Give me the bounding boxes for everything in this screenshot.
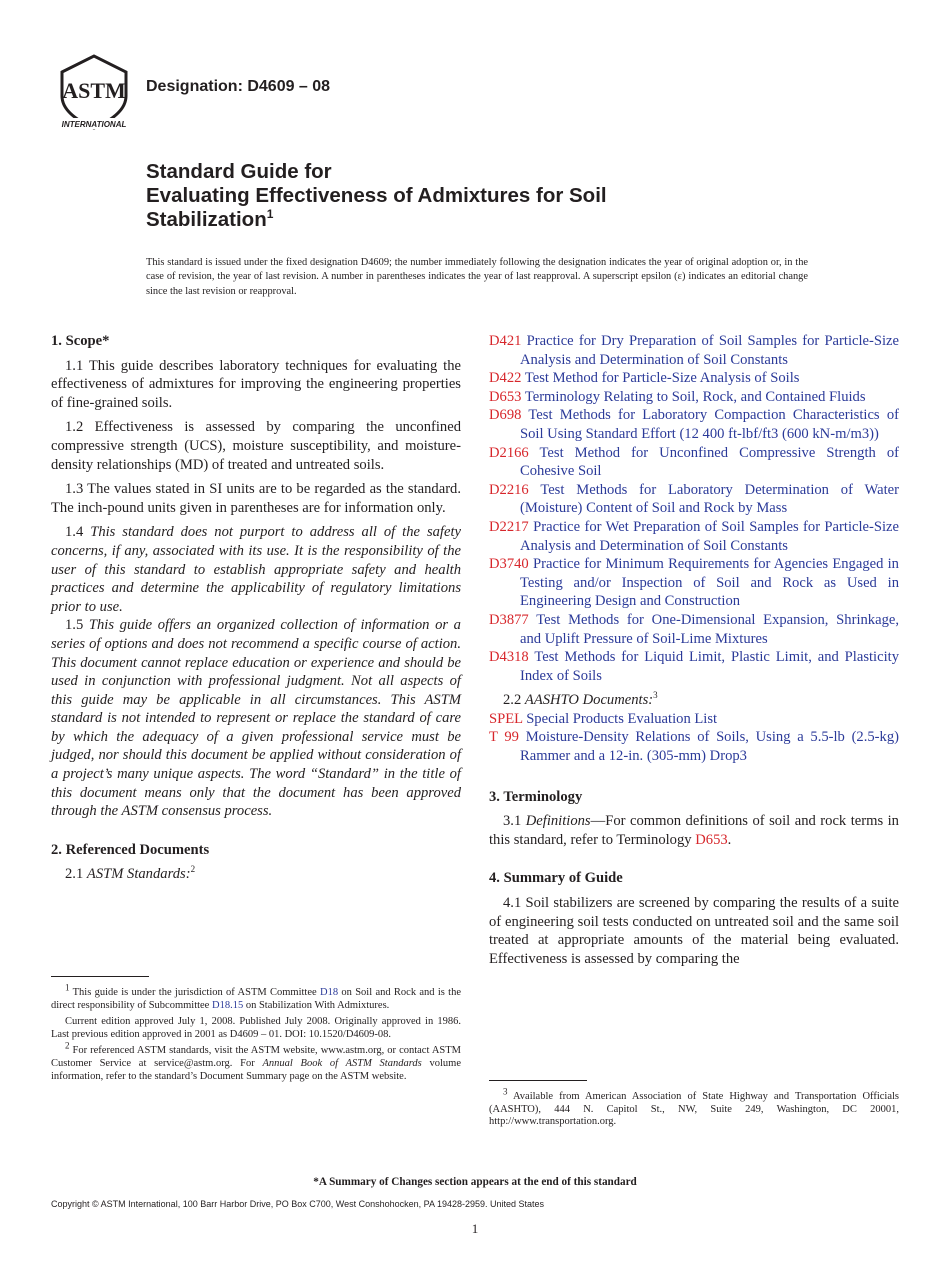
para-1-3: 1.3 The values stated in SI units are to be regarded as the standard. The inch-pound units given in parentheses are for information only. — [51, 481, 461, 516]
reference-title[interactable]: Practice for Dry Preparation of Soil Samples for Particle-Size Analysis and Determination of Soil Constants — [520, 333, 899, 368]
footnote-rule — [489, 1080, 587, 1081]
reference-title[interactable]: Special Products Evaluation List — [526, 710, 718, 727]
title-line-2: Evaluating Effectiveness of Admixtures for Soil — [146, 184, 607, 207]
reference-title[interactable]: Test Methods for Laboratory Compaction Characteristics of Soil Using Standard Effort (12 400 ft-lbf/ft3 (600 kN-m/m3)) — [520, 407, 899, 442]
footnote-1-edition: Current edition approved July 1, 2008. Published July 2008. Originally approved in 1986. Last previous edition approved in 2001 as D4609 – 01. DOI: 10.1520/D4609-08. — [51, 1016, 461, 1040]
reference-title[interactable]: Test Method for Unconfined Compressive Strength of Cohesive Soil — [520, 444, 899, 480]
page-number: 1 — [471, 1221, 479, 1236]
reference-code[interactable]: D2166 — [489, 444, 529, 461]
reference-code[interactable]: D4318 — [489, 649, 529, 666]
left-footnotes — [51, 976, 461, 1083]
reference-code[interactable]: D698 — [489, 407, 522, 424]
reference-code[interactable]: D653 — [489, 388, 522, 405]
footnote-1: $^1$ This guide is under the jurisdiction of ASTM Committee D18 on Soil and Rock and is the direct responsibility of Subcommittee D18.15 on Stabilization With Admixtures. — [51, 982, 462, 1011]
para-1-5: 1.5 This guide offers an organized collection of information or a series of options and does not recommend a specific course of action. This document cannot replace education or experience and should be used in conjunction with professional judgment. Not all aspects of this guide may be applicable in all circumstances. This ASTM standard is not intended to represent or replace the standard of care by which the adequacy of a given professional service must be judged, nor should this document be applied without consideration of a project’s many unique aspects. The word “Standard” in the title of this document means only that the document has been approved through the ASTM consensus process. — [51, 617, 461, 820]
reference-item[interactable] — [489, 710, 899, 729]
reference-title[interactable]: Test Methods for One-Dimensional Expansion, Shrinkage, and Uplift Pressure of Soil-Lime Mixtures — [520, 611, 899, 647]
reference-code[interactable]: D422 — [489, 370, 522, 387]
designation: Designation: D4609 – 08 — [146, 78, 331, 95]
reference-item[interactable] — [489, 518, 899, 555]
footnote-2: $^2$ For referenced ASTM standards, visit the ASTM website, www.astm.org, or contact ASTM Customer Service at service@astm.org. For Annual Book of ASTM Standards volume information, refer to the standard’s Document Summary page on the ASTM website. — [51, 1040, 462, 1082]
right-column — [489, 332, 899, 968]
copyright: Copyright © ASTM International, 100 Barr Harbor Drive, PO Box C700, West Conshohocken, PA 19428-2959. United States — [51, 1199, 545, 1209]
para-3-1: 3.1 Definitions—For common definitions of soil and rock terms in this standard, refer to Terminology D653. — [489, 813, 899, 848]
terminology-heading: 3. Terminology — [489, 788, 583, 805]
reference-title[interactable]: Terminology Relating to Soil, Rock, and Contained Fluids — [524, 388, 866, 405]
reference-title[interactable]: Moisture-Density Relations of Soils, Using a 5.5-lb (2.5-kg) Rammer and a 12-in. (305-mm) Drop3 — [520, 729, 899, 765]
reference-code[interactable]: SPEL — [489, 710, 523, 727]
link-d18[interactable]: D18 — [320, 987, 339, 998]
reference-title[interactable]: Test Methods for Liquid Limit, Plastic Limit, and Plasticity Index of Soils — [520, 649, 899, 684]
reference-title[interactable]: Practice for Wet Preparation of Soil Samples for Particle-Size Analysis and Determination of Soil Constants — [520, 518, 899, 554]
para-4-1: 4.1 Soil stabilizers are screened by comparing the results of a suite of engineering soil tests conducted on untreated soil and the same soil treated at appropriate amounts of the material being evaluated. Effectiveness is assessed by comparing the — [489, 895, 899, 967]
logo-subtext: INTERNATIONAL — [61, 120, 127, 129]
para-1-1: 1.1 This guide describes laboratory techniques for evaluating the effectiveness of admixtures for improving the engineering properties of fine-grained soils. — [51, 357, 461, 411]
title-line-1: Standard Guide for — [146, 160, 332, 183]
reference-code[interactable]: D2216 — [489, 481, 529, 498]
aashto-reference-list — [489, 710, 899, 766]
link-d653[interactable]: D653 — [695, 831, 728, 848]
footnote-rule — [51, 976, 149, 977]
footnote-3: $^3$ Available from American Association of State Highway and Transportation Officials (AASHTO), 444 N. Capitol St., NW, Suite 249, Washington, DC 20001, http://www.transportation.org. — [489, 1086, 899, 1128]
para-1-2: 1.2 Effectiveness is assessed by comparing the unconfined compressive strength (UCS), moisture susceptibility, and moisture-density relationships (MD) of treated and untreated soils. — [51, 419, 461, 473]
summary-heading: 4. Summary of Guide — [489, 870, 623, 887]
reference-title[interactable]: Practice for Minimum Requirements for Agencies Engaged in Testing and/or Inspection of Soil and Rock as Used in Engineering Design and Construction — [520, 556, 899, 610]
left-column — [51, 332, 461, 884]
title-block — [146, 160, 607, 232]
reference-item[interactable] — [489, 611, 899, 648]
reference-code[interactable]: D3740 — [489, 556, 529, 573]
referenced-heading: 2. Referenced Documents — [51, 841, 210, 858]
reference-item[interactable] — [489, 388, 899, 407]
reference-title[interactable]: Test Method for Particle-Size Analysis of Soils — [524, 370, 800, 387]
reference-item[interactable] — [489, 728, 899, 765]
reference-item[interactable] — [489, 444, 899, 481]
right-footnotes — [489, 1080, 899, 1129]
astm-logo — [54, 52, 134, 132]
title-footnote-mark: 1 — [266, 207, 274, 222]
reference-code[interactable]: D421 — [489, 333, 522, 349]
reference-title[interactable]: Test Methods for Laboratory Determination of Water (Moisture) Content of Soil and Rock by Mass — [520, 481, 899, 517]
reference-code[interactable]: T 99 — [489, 729, 519, 746]
link-d18-15[interactable]: D18.15 — [211, 999, 244, 1011]
reference-code[interactable]: D3877 — [489, 611, 529, 628]
reference-code[interactable]: D2217 — [489, 518, 529, 535]
reference-item[interactable] — [489, 369, 899, 388]
reference-item[interactable] — [489, 555, 899, 611]
reference-item[interactable] — [489, 406, 899, 443]
logo-text: ASTM — [62, 78, 126, 103]
scope-heading: 1. Scope* — [51, 333, 110, 349]
issued-note: This standard is issued under the fixed designation D4609; the number immediately following the designation indicates the year of original adoption or, in the case of revision, the year of last revision. A number in parentheses indicates the year of last reapproval. A superscript epsilon (ε) indicates an editorial change since the last revision or reapproval. — [146, 257, 808, 297]
reference-item[interactable] — [489, 481, 899, 518]
para-1-4: 1.4 This standard does not purport to address all of the safety concerns, if any, associated with its use. It is the responsibility of the user of this standard to establish appropriate safety and health practices and determine the applicability of regulatory limitations prior to use. — [51, 524, 461, 615]
reference-item[interactable] — [489, 648, 899, 685]
title-line-3: Stabilization$^1$ — [146, 207, 274, 231]
astm-reference-list — [489, 332, 899, 685]
summary-of-changes-note: *A Summary of Changes section appears at the end of this standard — [313, 1176, 637, 1188]
para-2-2: 2.2 AASHTO Documents:$^3$ — [503, 690, 658, 709]
reference-item[interactable] — [489, 332, 899, 369]
para-2-1: 2.1 ASTM Standards:$^2$ — [65, 864, 196, 883]
